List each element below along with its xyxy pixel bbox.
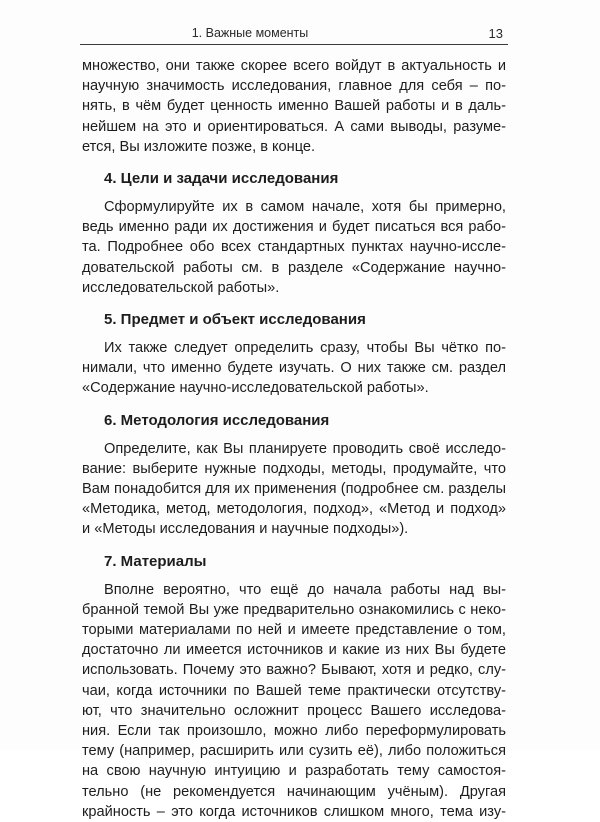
text-line: «Содержание научно-исследовательской работы». — [82, 380, 429, 397]
text-line: Сформулируйте их в самом начале, хотя бы примерно, — [104, 199, 506, 216]
text-line: исследовательской работы». — [82, 279, 280, 296]
section-heading-goals: 4. Цели и задачи исследования — [104, 170, 339, 188]
section-paragraph-materials — [82, 580, 506, 822]
section-paragraph-methodology — [82, 439, 506, 540]
text-line: бранной темой Вы уже предварительно ознакомились с неко- — [82, 601, 506, 618]
text-line: научную значимость исследования, главное для себя – по- — [82, 78, 506, 95]
chapter-title: 1. Важные моменты — [191, 26, 309, 40]
page-number: 13 — [488, 26, 503, 41]
text-line: достаточно ли имеется источников и какие из них Вы будете — [82, 642, 506, 659]
text-line: вание: выберите нужные подходы, методы, продумайте, что — [82, 460, 506, 477]
intro-paragraph — [82, 56, 506, 157]
text-line: ют, что значительно осложнит процесс Вашего исследова- — [82, 702, 506, 719]
text-line: тему (например, расширить или сузить её), либо положиться — [82, 743, 506, 760]
text-line: крайность – это когда источников слишком много, тема изу- — [82, 803, 506, 820]
text-line: нейшем на это и ориентироваться. А сами выводы, разуме- — [82, 118, 506, 135]
text-line: Определите, как Вы планируете проводить своё исследо- — [104, 440, 506, 457]
text-line: Их также следует определить сразу, чтобы Вы чётко по- — [104, 340, 506, 357]
text-line: ется, Вы изложите позже, в конце. — [82, 138, 316, 155]
text-line: нять, в чём будет ценность именно Вашей работы и в даль- — [82, 98, 506, 115]
text-line: торыми материалами по ней и имеете представление о том, — [82, 622, 506, 639]
text-line: ния. Если так произошло, можно либо переформулировать — [82, 723, 506, 740]
text-line: использовать. Почему это важно? Бывают, хотя и редко, слу- — [82, 662, 506, 679]
text-line: на свою научную интуицию и разработать тему самостоя- — [82, 763, 506, 780]
text-line: та. Подробнее обо всех стандартных пунктах научно-иссле- — [82, 239, 506, 256]
text-line: тельно (не рекомендуется начинающим учёным). Другая — [82, 783, 506, 800]
text-line: Вполне вероятно, что ещё до начала работы над вы- — [104, 581, 506, 598]
section-paragraph-subject — [82, 338, 506, 399]
section-heading-methodology: 6. Методология исследования — [104, 411, 330, 429]
header-rule — [80, 44, 508, 45]
section-heading-materials: 7. Материалы — [104, 552, 207, 570]
text-line: множество, они также скорее всего войдут в актуальность и — [82, 58, 506, 74]
text-line: Вам понадобится для их применения (подробнее см. разделы — [82, 481, 506, 498]
text-line: довательской работы см. в разделе «Содержание научно- — [82, 259, 506, 276]
text-line: ведь именно ради их достижения и будет писаться вся рабо- — [82, 219, 506, 236]
text-line: нимали, что именно будете изучать. О них также см. раздел — [82, 360, 506, 377]
text-line: и «Методы исследования и научные подходы»). — [82, 521, 409, 538]
section-heading-subject: 5. Предмет и объект исследования — [104, 311, 366, 329]
text-line: «Методика, метод, методология, подход», «Метод и подход» — [82, 501, 506, 518]
running-head — [80, 22, 507, 44]
body-text — [82, 56, 506, 822]
text-line: чаи, когда источники по Вашей теме практически отсутству- — [82, 682, 506, 699]
section-paragraph-goals — [82, 197, 506, 298]
